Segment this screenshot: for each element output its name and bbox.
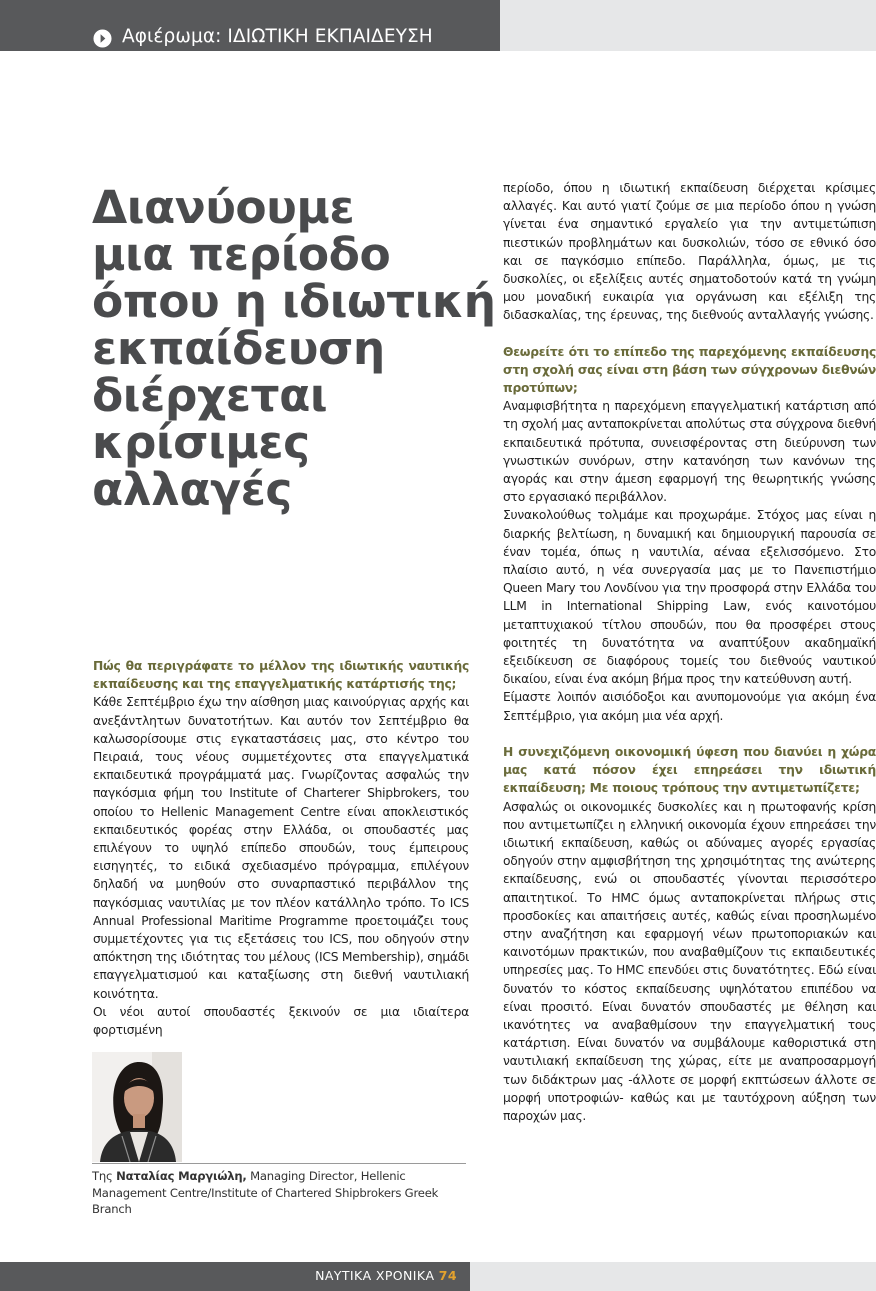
- caption-divider: [92, 1163, 466, 1164]
- title-line: Διανύουμε: [92, 181, 355, 234]
- answer-paragraph: Αναμφισβήτητα η παρεχόμενη επαγγελματική κατάρτιση από τη σχολή μας ανταποκρίνεται απολύτως στα σύγχρονα διεθνή εκπαιδευτικά πρότυπα, συνεισφέροντας στη διεύρυνση των γνωστικών συνόρων, στην κατανόηση των κανόνων της αγοράς και στην άμεση εφαρμογή της θεωρητικής γνώσης στο εργασιακό περιβάλλον.: [503, 399, 876, 505]
- interview-question: Πώς θα περιγράφατε το μέλλον της ιδιωτικής ναυτικής εκπαίδευσης και της επαγγελματικής κατάρτισής της;: [93, 659, 469, 692]
- play-circle-icon: [93, 29, 112, 48]
- answer-paragraph: Είμαστε λοιπόν αισιόδοξοι και ανυπομονούμε για ακόμη ένα Σεπτέμβριο, για ακόμη μια νέα αρχή.: [503, 690, 876, 723]
- article-title: [92, 181, 496, 516]
- answer-paragraph: Συνακολούθως τολμάμε και προχωράμε. Στόχος μας είναι η διαρκής βελτίωση, η δυναμική και δημιουργική παρουσία σε έναν τομέα, όπως η ναυτιλία, αέναα εξελισσόμενο. Στο πλαίσιο αυτό, η νέα συνεργασία μας με το Πανεπιστήμιο Queen Mary του Λονδίνου για την προσφορά στην Ελλάδα του LLM in International Shipping Law, ενός καινοτόμου μεταπτυχιακού τίτλου σπουδών, που θα προσφέρει στους φοιτητές τη δυνατότητα να αναπτύξουν ακαδημαϊκή εξειδίκευση σε διαφόρους τομείς του διεθνούς ναυτικού δικαίου, είναι ένα ακόμη βήμα προς την κατεύθυνση αυτή.: [503, 508, 876, 687]
- section-header-bar-light: [500, 0, 876, 51]
- section-label: Αφιέρωμα: ΙΔΙΩΤΙΚΗ ΕΚΠΑΙΔΕΥΣΗ: [122, 26, 433, 47]
- title-line: κρίσιμες: [92, 416, 310, 469]
- paragraph-gap: [503, 725, 876, 743]
- page-number: 74: [438, 1268, 457, 1283]
- publication-name: ΝΑΥΤΙΚΑ ΧΡΟΝΙΚΑ: [315, 1268, 435, 1283]
- byline-author: Ναταλίας Μαργιώλη,: [116, 1169, 247, 1183]
- byline-prefix: Της: [92, 1169, 113, 1183]
- answer-paragraph: περίοδο, όπου η ιδιωτική εκπαίδευση διέρχεται κρίσιμες αλλαγές. Και αυτό γιατί ζούμε σε μια περίοδο όπου η γνώση γίνεται ένα σημαντικό εργαλείο για την αντιμετώπιση πιεστικών προβλημάτων και δυσκολιών, τόσο σε εθνικό όσο και σε παγκόσμιο επίπεδο. Παράλληλα, όμως, με τις δυσκολίες, οι εξελίξεις αυτές σηματοδοτούν κατά τη γνώμη μου μοναδική ευκαιρία για οργάνωση και εξέλιξη της διδασκαλίας, της έρευνας, της διεθνούς ανταλλαγής γνώσης.: [503, 181, 876, 323]
- title-line: αλλαγές: [92, 463, 292, 516]
- answer-paragraph: Ασφαλώς οι οικονομικές δυσκολίες και η πρωτοφανής κρίση που αντιμετωπίζει η ελληνική οικονομία έχουν επηρεάσει την ιδιωτική εκπαίδευση, καθώς οι αδύναμες αγορές εργασίας οδηγούν στην αμφισβήτηση της χρησιμότητας της ανώτερης εκπαίδευσης, ενώ οι σπουδαστές γίνονται περισσότερο απαιτητικοί. Το HMC όμως ανταποκρίνεται πλήρως στις προσδοκίες και απαιτήσεις αυτές, καθώς είναι προσηλωμένο στην αναζήτηση και εφαρμογή νέων πρωτοποριακών και καινοτόμων πρακτικών, που αναβαθμίζουν τις εκπαιδευτικές υπηρεσίες μας. Το HMC επενδύει στις δυνατότητες. Εδώ είναι δυνατόν το κόστος εκπαίδευσης υψηλότατου επιπέδου να είναι προσιτό. Είναι δυνατόν σπουδαστές με θέληση και ικανότητες να αναβαθμίσουν την επαγγελματική τους κατάρτιση. Είναι δυνατόν να συμβάλουμε καθοριστικά στη ναυτιλιακή εκπαίδευση της χώρας, είτε με αναπροσαρμογή των διδάκτρων μας -άλλοτε σε μορφή εκπτώσεων άλλοτε σε μορφή υποτροφιών- καθώς και με ταυτόχρονη αύξηση των παροχών μας.: [503, 799, 876, 1123]
- title-line: διέρχεται: [92, 369, 328, 422]
- interview-question: Η συνεχιζόμενη οικονομική ύφεση που διανύει η χώρα μας κατά πόσον έχει επηρεάσει την ιδιωτική εκπαίδευση; Με ποιους τρόπους την αντιμετωπίζετε;: [503, 744, 876, 796]
- author-byline: [92, 1168, 470, 1218]
- footer-publication: [315, 1268, 457, 1283]
- paragraph-gap: [503, 325, 876, 343]
- answer-paragraph: Κάθε Σεπτέμβριο έχω την αίσθηση μιας καινούργιας αρχής και ανεξάντλητων δυνατοτήτων. Και αυτόν τον Σεπτέμβριο θα καλωσορίσουμε στις εγκαταστάσεις μας, στο κέντρο του Πειραιά, τους νέους συμμετέχοντες στα επαγγελματικά εκπαιδευτικά προγράμματά μας. Γνωρίζοντας ασφαλώς την παγκόσμια φήμη του Institute of Charterer Shipbrokers, του οποίου το Hellenic Management Centre είναι αποκλειστικός εκπαιδευτικός φορέας στην Ελλάδα, οι σπουδαστές μας επιλέγουν το υψηλό επίπεδο σπουδών, τους έμπειρους εισηγητές, το ειδικά σχεδιασμένο πρόγραμμα, επιλέγουν δηλαδή να μυηθούν στο συναρπαστικό περιβάλλον της παγκόσμιας ναυτιλίας με τον πλέον κατάλληλο τρόπο. Το ICS Annual Professional Maritime Programme προετοιμάζει τους συμμετέχοντες για τις εξετάσεις του ICS, που οδηγούν στην απόκτηση της ιδιότητας του μέλους (ICS Membership), σημάδι επαγγελματισμού και καταξίωσης στη διεθνή ναυτιλιακή κοινότητα.: [93, 695, 470, 1001]
- byline-role: Managing Director, Hellenic Management Centre/Institute of Chartered Shipbrokers Greek Branch: [92, 1169, 439, 1216]
- left-text-column: [93, 657, 469, 1039]
- title-line: μια περίοδο: [92, 228, 391, 281]
- title-line: εκπαίδευση: [92, 322, 385, 375]
- title-line: όπου η ιδιωτική: [92, 275, 496, 328]
- right-text-column: [503, 179, 876, 1125]
- author-portrait: [92, 1052, 182, 1162]
- interview-question: Θεωρείτε ότι το επίπεδο της παρεχόμενης εκπαίδευσης στη σχολή σας είναι στη βάση των σύγχρονων διεθνών προτύπων;: [503, 344, 876, 396]
- answer-paragraph: Οι νέοι αυτοί σπουδαστές ξεκινούν σε μια ιδιαίτερα φορτισμένη: [93, 1004, 469, 1038]
- footer-bar-light: [470, 1262, 876, 1291]
